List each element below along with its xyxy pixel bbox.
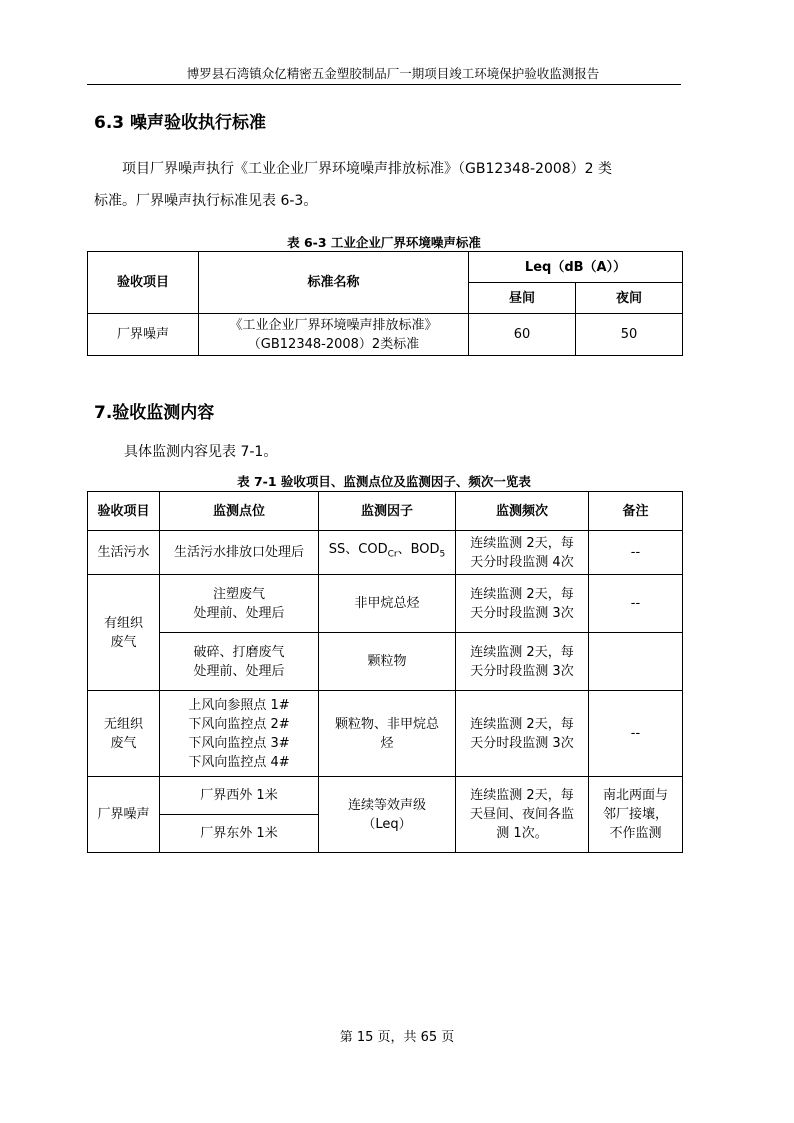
section-6-3-para-line2: 标准。厂界噪声执行标准见表 6-3。	[94, 193, 318, 209]
table-row	[88, 314, 683, 356]
cell-freq	[456, 691, 589, 777]
cell-point	[160, 633, 319, 691]
cell-item	[88, 691, 160, 777]
table-row	[88, 633, 683, 691]
table-row	[88, 531, 683, 575]
table-row	[88, 691, 683, 777]
factor-line: 连续等效声级	[347, 797, 426, 813]
item-line: 废气	[110, 735, 137, 751]
th-note: 备注	[589, 492, 683, 531]
cell-point: 生活污水排放口处理后	[160, 531, 319, 575]
cell-factor: 颗粒物	[319, 633, 456, 691]
page-footer: 第 15 页，共 65 页	[339, 1030, 455, 1045]
point-line: 下风向监控点 2#	[188, 716, 290, 732]
factor-sub-5: 5	[439, 549, 446, 560]
point-line: 下风向监控点 3#	[188, 735, 290, 751]
freq-line: 测 1次。	[496, 826, 548, 841]
note-line: 不作监测	[609, 826, 662, 841]
cell-freq	[456, 575, 589, 633]
cell-item	[88, 575, 160, 691]
cell-item: 生活污水	[88, 531, 160, 575]
freq-line: 连续监测 2天，每	[470, 716, 574, 732]
cell-point: 厂界西外 1米	[160, 777, 319, 815]
table-6-3	[87, 251, 683, 356]
cell-factor	[319, 691, 456, 777]
note-line: 南北两面与	[602, 788, 668, 803]
freq-line: 连续监测 2天，每	[470, 788, 574, 803]
th-point: 监测点位	[160, 492, 319, 531]
th-freq: 监测频次	[456, 492, 589, 531]
cell-factor	[319, 777, 456, 853]
freq-line: 连续监测 2天，每	[470, 644, 574, 660]
th-day: 昼间	[469, 283, 576, 314]
section-7-heading: 7.验收监测内容	[94, 403, 215, 423]
freq-line: 天分时段监测 3次	[470, 605, 574, 621]
standard-line2: （GB12348-2008）2类标准	[247, 336, 420, 352]
freq-line: 天分时段监测 3次	[470, 663, 574, 679]
point-line: 注塑废气	[212, 586, 265, 602]
cell-note-empty	[589, 633, 683, 691]
note-line: 邻厂接壤，	[602, 807, 668, 822]
freq-line: 天分时段监测 4次	[470, 554, 574, 570]
freq-line: 连续监测 2天，每	[470, 586, 574, 602]
cell-note	[589, 777, 683, 853]
table-row	[88, 777, 683, 815]
factor-sub-cr: Cr	[387, 549, 398, 560]
th-leq: Leq（dB（A））	[469, 252, 683, 283]
cell-note: --	[589, 575, 683, 633]
point-line: 上风向参照点 1#	[188, 697, 290, 713]
standard-line1: 《工业企业厂界环境噪声排放标准》	[229, 317, 438, 333]
point-line: 破碎、打磨废气	[193, 644, 285, 660]
section-6-3-para-line1: 项目厂界噪声执行《工业企业厂界环境噪声排放标准》（GB12348-2008）2 类	[122, 161, 613, 177]
cell-item: 厂界噪声	[88, 314, 199, 356]
item-line: 废气	[110, 634, 137, 650]
cell-factor	[319, 531, 456, 575]
section-7-para: 具体监测内容见表 7-1。	[124, 444, 278, 460]
factor-line: 颗粒物、非甲烷总	[334, 716, 439, 732]
cell-point	[160, 691, 319, 777]
table-7-1	[87, 491, 683, 853]
th-item: 验收项目	[88, 252, 199, 314]
item-line: 无组织	[103, 716, 143, 732]
th-factor: 监测因子	[319, 492, 456, 531]
cell-freq	[456, 633, 589, 691]
cell-note: --	[589, 531, 683, 575]
cell-night: 50	[576, 314, 683, 356]
th-standard: 标准名称	[199, 252, 469, 314]
cell-standard	[199, 314, 469, 356]
item-line: 有组织	[103, 615, 143, 631]
cell-freq	[456, 531, 589, 575]
th-night: 夜间	[576, 283, 683, 314]
cell-point: 厂界东外 1米	[160, 815, 319, 853]
factor-line: 烃	[380, 735, 394, 751]
freq-line: 天分时段监测 3次	[470, 735, 574, 751]
cell-day: 60	[469, 314, 576, 356]
factor-line: （Leq）	[362, 816, 412, 832]
factor-mid: 、BOD	[397, 542, 440, 558]
table-row	[88, 575, 683, 633]
cell-point	[160, 575, 319, 633]
table-6-3-caption: 表 6-3 工业企业厂界环境噪声标准	[287, 235, 481, 250]
point-line: 处理前、处理后	[193, 605, 285, 621]
point-line: 处理前、处理后	[193, 663, 285, 679]
section-6-3-heading: 6.3 噪声验收执行标准	[94, 113, 267, 133]
cell-factor: 非甲烷总烃	[319, 575, 456, 633]
header-rule	[87, 84, 681, 85]
cell-note: --	[589, 691, 683, 777]
table-7-1-caption: 表 7-1 验收项目、监测点位及监测因子、频次一览表	[237, 474, 531, 489]
point-line: 下风向监控点 4#	[188, 754, 290, 770]
freq-line: 连续监测 2天，每	[470, 535, 574, 551]
factor-prefix: SS、COD	[328, 542, 388, 558]
freq-line: 天昼间、夜间各监	[469, 807, 574, 822]
cell-item: 厂界噪声	[88, 777, 160, 853]
report-header: 博罗县石湾镇众亿精密五金塑胶制品厂一期项目竣工环境保护验收监测报告	[186, 66, 600, 81]
cell-freq	[456, 777, 589, 853]
th-item: 验收项目	[88, 492, 160, 531]
